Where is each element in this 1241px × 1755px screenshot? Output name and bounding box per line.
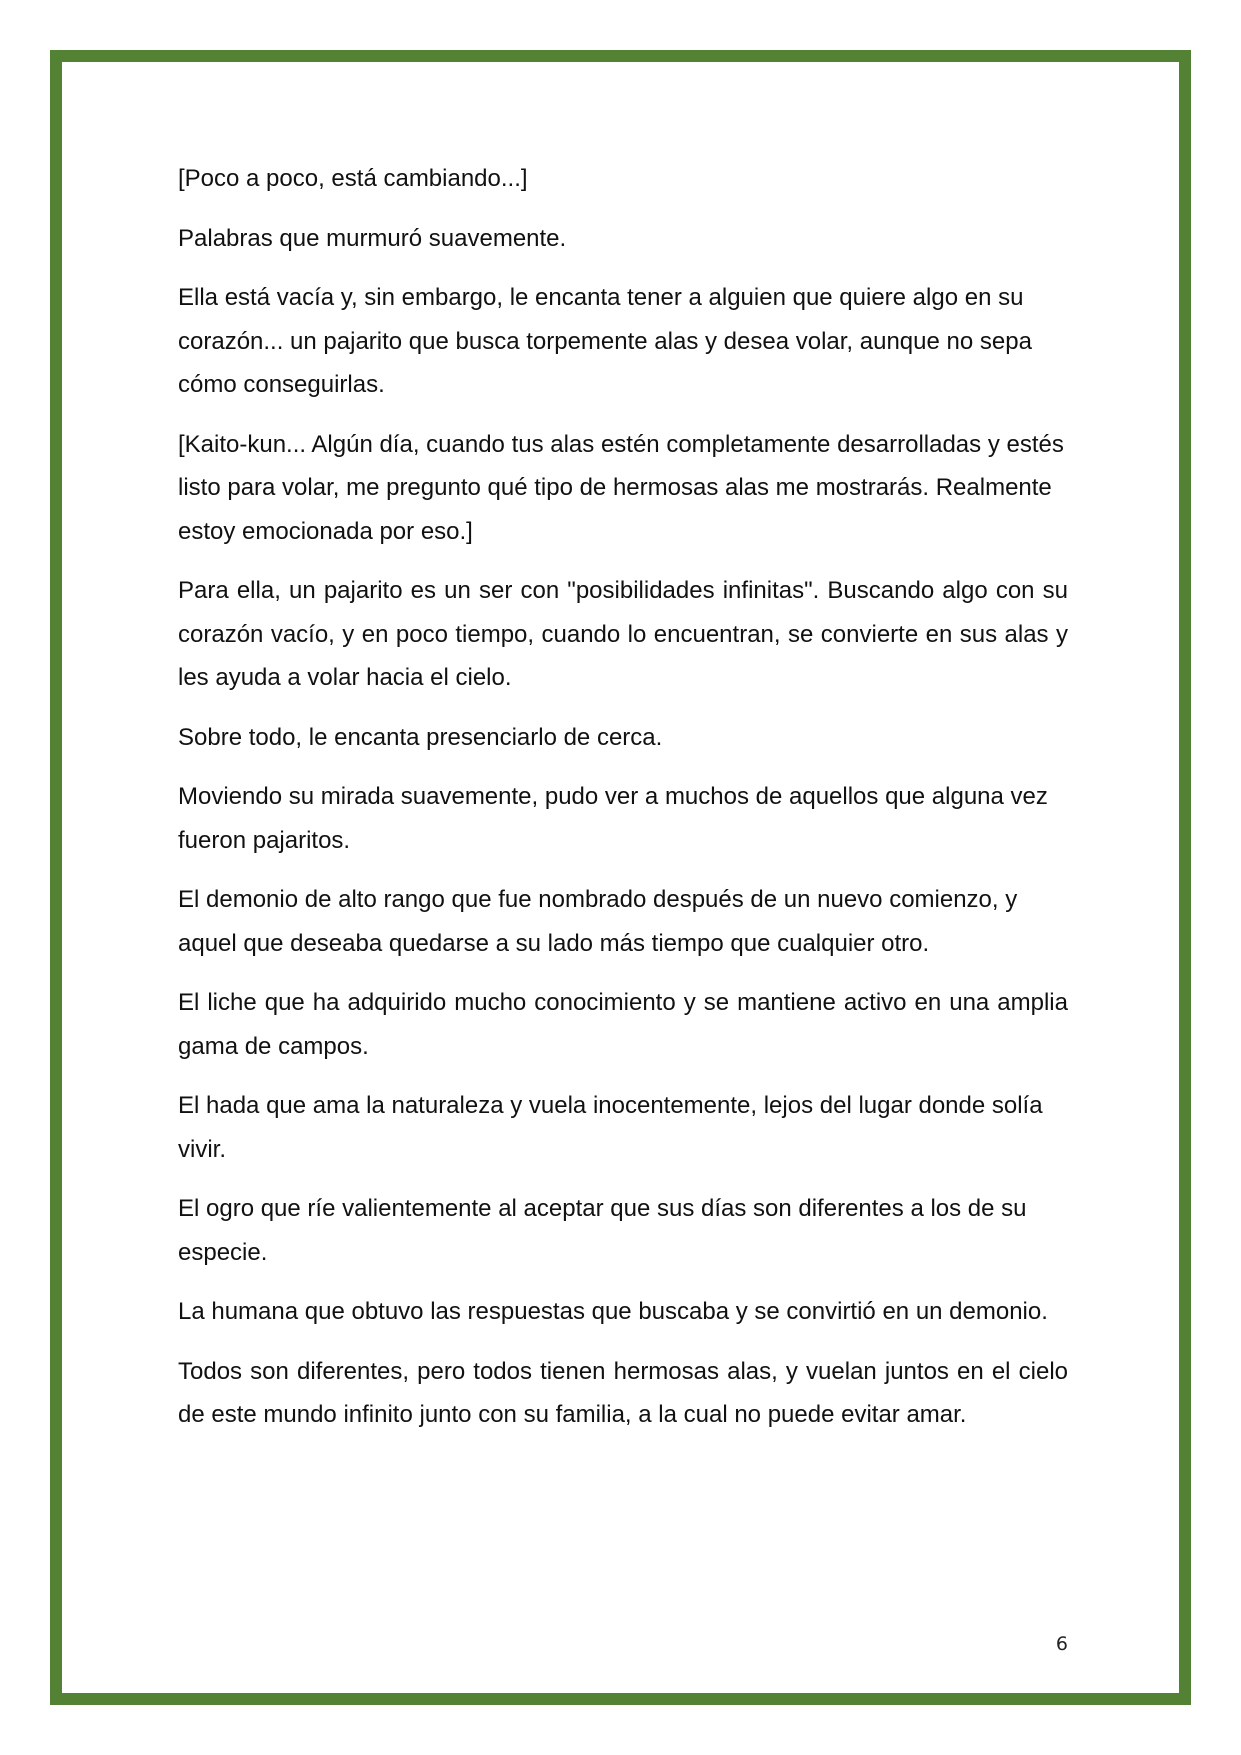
paragraph-8: El demonio de alto rango que fue nombrado después de un nuevo comienzo, y aquel que deseaba quedarse a su lado más tiempo que cualquier otro. (178, 886, 1018, 957)
paragraph-6: Sobre todo, le encanta presenciarlo de cerca. (178, 723, 663, 751)
paragraph-5: Para ella, un pajarito es un ser con "posibilidades infinitas". Buscando algo con su corazón vacío, y en poco tiempo, cuando lo encuentran, se convierte en sus alas y les ayuda a volar hacia el cielo. (178, 577, 1068, 691)
paragraph-1: [Poco a poco, está cambiando...] (178, 165, 528, 192)
page-number: 6 (1055, 1633, 1068, 1655)
document-body (178, 157, 1068, 1453)
paragraph-10: El hada que ama la naturaleza y vuela inocentemente, lejos del lugar donde solía vivir. (178, 1092, 1043, 1163)
paragraph-12: La humana que obtuvo las respuestas que buscaba y se convirtió en un demonio. (178, 1298, 1048, 1325)
paragraph-13: Todos son diferentes, pero todos tienen hermosas alas, y vuelan juntos en el cielo de este mundo infinito junto con su familia, a la cual no puede evitar amar. (178, 1357, 1068, 1428)
paragraph-3: Ella está vacía y, sin embargo, le encanta tener a alguien que quiere algo en su corazón... un pajarito que busca torpemente alas y desea volar, aunque no sepa cómo conseguirlas. (178, 284, 1032, 398)
paragraph-4: [Kaito-kun... Algún día, cuando tus alas estén completamente desarrolladas y estés listo para volar, me pregunto qué tipo de hermosas alas me mostrarás. Realmente estoy emocionada por eso.] (178, 430, 1064, 545)
paragraph-7: Moviendo su mirada suavemente, pudo ver a muchos de aquellos que alguna vez fueron pajaritos. (178, 783, 1048, 854)
paragraph-2: Palabras que murmuró suavemente. (178, 224, 567, 252)
paragraph-11: El ogro que ríe valientemente al aceptar que sus días son diferentes a los de su especie. (178, 1195, 1027, 1266)
paragraph-9: El liche que ha adquirido mucho conocimiento y se mantiene activo en una amplia gama de campos. (178, 989, 1068, 1060)
